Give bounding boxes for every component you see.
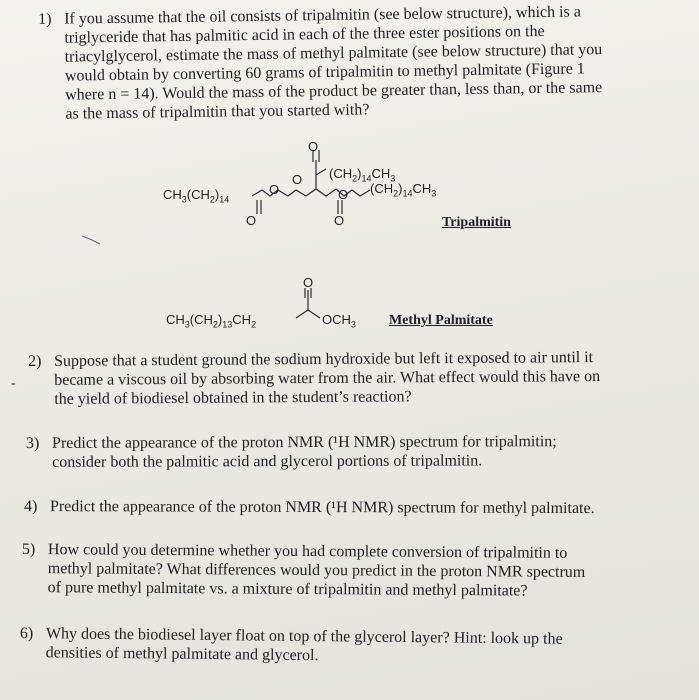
question-2: [28, 347, 678, 409]
tripalmitin-right-chain: $(CH_2)_{14}CH_3$: [370, 181, 437, 199]
question-5: [22, 540, 682, 602]
text-line: where n = 14). Would the mass of the product be greater than, less than, or the same: [65, 79, 603, 104]
text-line: methyl palmitate? What differences would you predict in the proton NMR spectrum: [47, 560, 586, 581]
text-line: would obtain by converting 60 grams of tripalmitin to methyl palmitate (Figure 1: [64, 60, 585, 85]
text-line: densities of methyl palmitate and glycerol.: [45, 644, 319, 665]
text-line: Predict the appearance of the proton NMR (¹H NMR) spectrum for methyl palmitate.: [49, 498, 595, 517]
tripalmitin-left-ester-o: O: [269, 182, 280, 197]
text-line: Why does the biodiesel layer float on top of the glycerol layer? Hint: look up the: [45, 625, 563, 648]
methyl-palmitate-label: Methyl Palmitate: [389, 313, 493, 328]
question-3: [26, 432, 676, 472]
text-line: consider both the palmitic acid and glycerol portions of tripalmitin.: [52, 452, 483, 471]
question-number: 2): [28, 352, 42, 370]
text-line: of pure methyl palmitate vs. a mixture of tripalmitin and methyl palmitate?: [47, 579, 528, 600]
question-text: [50, 497, 684, 518]
tripalmitin-top-chain: $(CH_2)_{14}CH_3$: [329, 166, 396, 184]
text-line: as the mass of tripalmitin that you started with?: [65, 101, 370, 123]
tripalmitin-right-ester-o: O: [338, 187, 349, 202]
question-number: 5): [21, 541, 36, 559]
methyl-palmitate-ester: $OCH_3$: [322, 312, 356, 330]
methyl-palmitate-bonds: [296, 310, 320, 318]
pen-mark: [82, 236, 100, 244]
glycerol-bonds: [306, 189, 336, 196]
tripalmitin-left-chain: $CH_3(CH_2)_{14}$: [163, 187, 230, 205]
text-line: the yield of biodiesel obtained in the student’s reaction?: [54, 388, 412, 408]
methyl-palmitate-chain: $CH_3(CH_2)_{13}CH_2$: [166, 312, 257, 330]
text-line: How could you determine whether you had complete conversion of tripalmitin to: [47, 541, 568, 562]
text-line: triacylglycerol, estimate the mass of methyl palmitate (see below structure) that you: [64, 41, 603, 66]
question-6: [20, 624, 680, 669]
text-line: became a viscous oil by absorbing water from the air. What effect would this have on: [54, 368, 601, 389]
question-number: 4): [23, 498, 38, 516]
text-line: If you assume that the oil consists of tripalmitin (see below structure), which is a: [64, 3, 581, 28]
tripalmitin-left-carbonyl-o: O: [246, 213, 257, 228]
tripalmitin-top-carbonyl-o: O: [308, 139, 319, 154]
tripalmitin-label: Tripalmitin: [442, 215, 511, 230]
question-text: [52, 432, 676, 472]
text-line: Suppose that a student ground the sodium hydroxide but left it exposed to air until it: [54, 349, 594, 370]
question-text: [54, 347, 678, 408]
question-number: 1): [38, 10, 52, 28]
question-number: 3): [26, 434, 40, 452]
question-number: 6): [19, 624, 34, 643]
question-text: [46, 624, 680, 669]
pen-dot: -: [11, 376, 16, 391]
methyl-palmitate-carbonyl-o: O: [303, 275, 314, 290]
text-line: Predict the appearance of the proton NMR (¹H NMR) spectrum for tripalmitin;: [52, 433, 557, 452]
tripalmitin-right-carbonyl-o: O: [334, 213, 345, 228]
tripalmitin-top-ester-o: O: [292, 172, 303, 187]
question-4: [24, 497, 684, 518]
text-line: triglyceride that has palmitic acid in each of the three ester positions on the: [64, 22, 545, 47]
question-text: [48, 540, 682, 601]
